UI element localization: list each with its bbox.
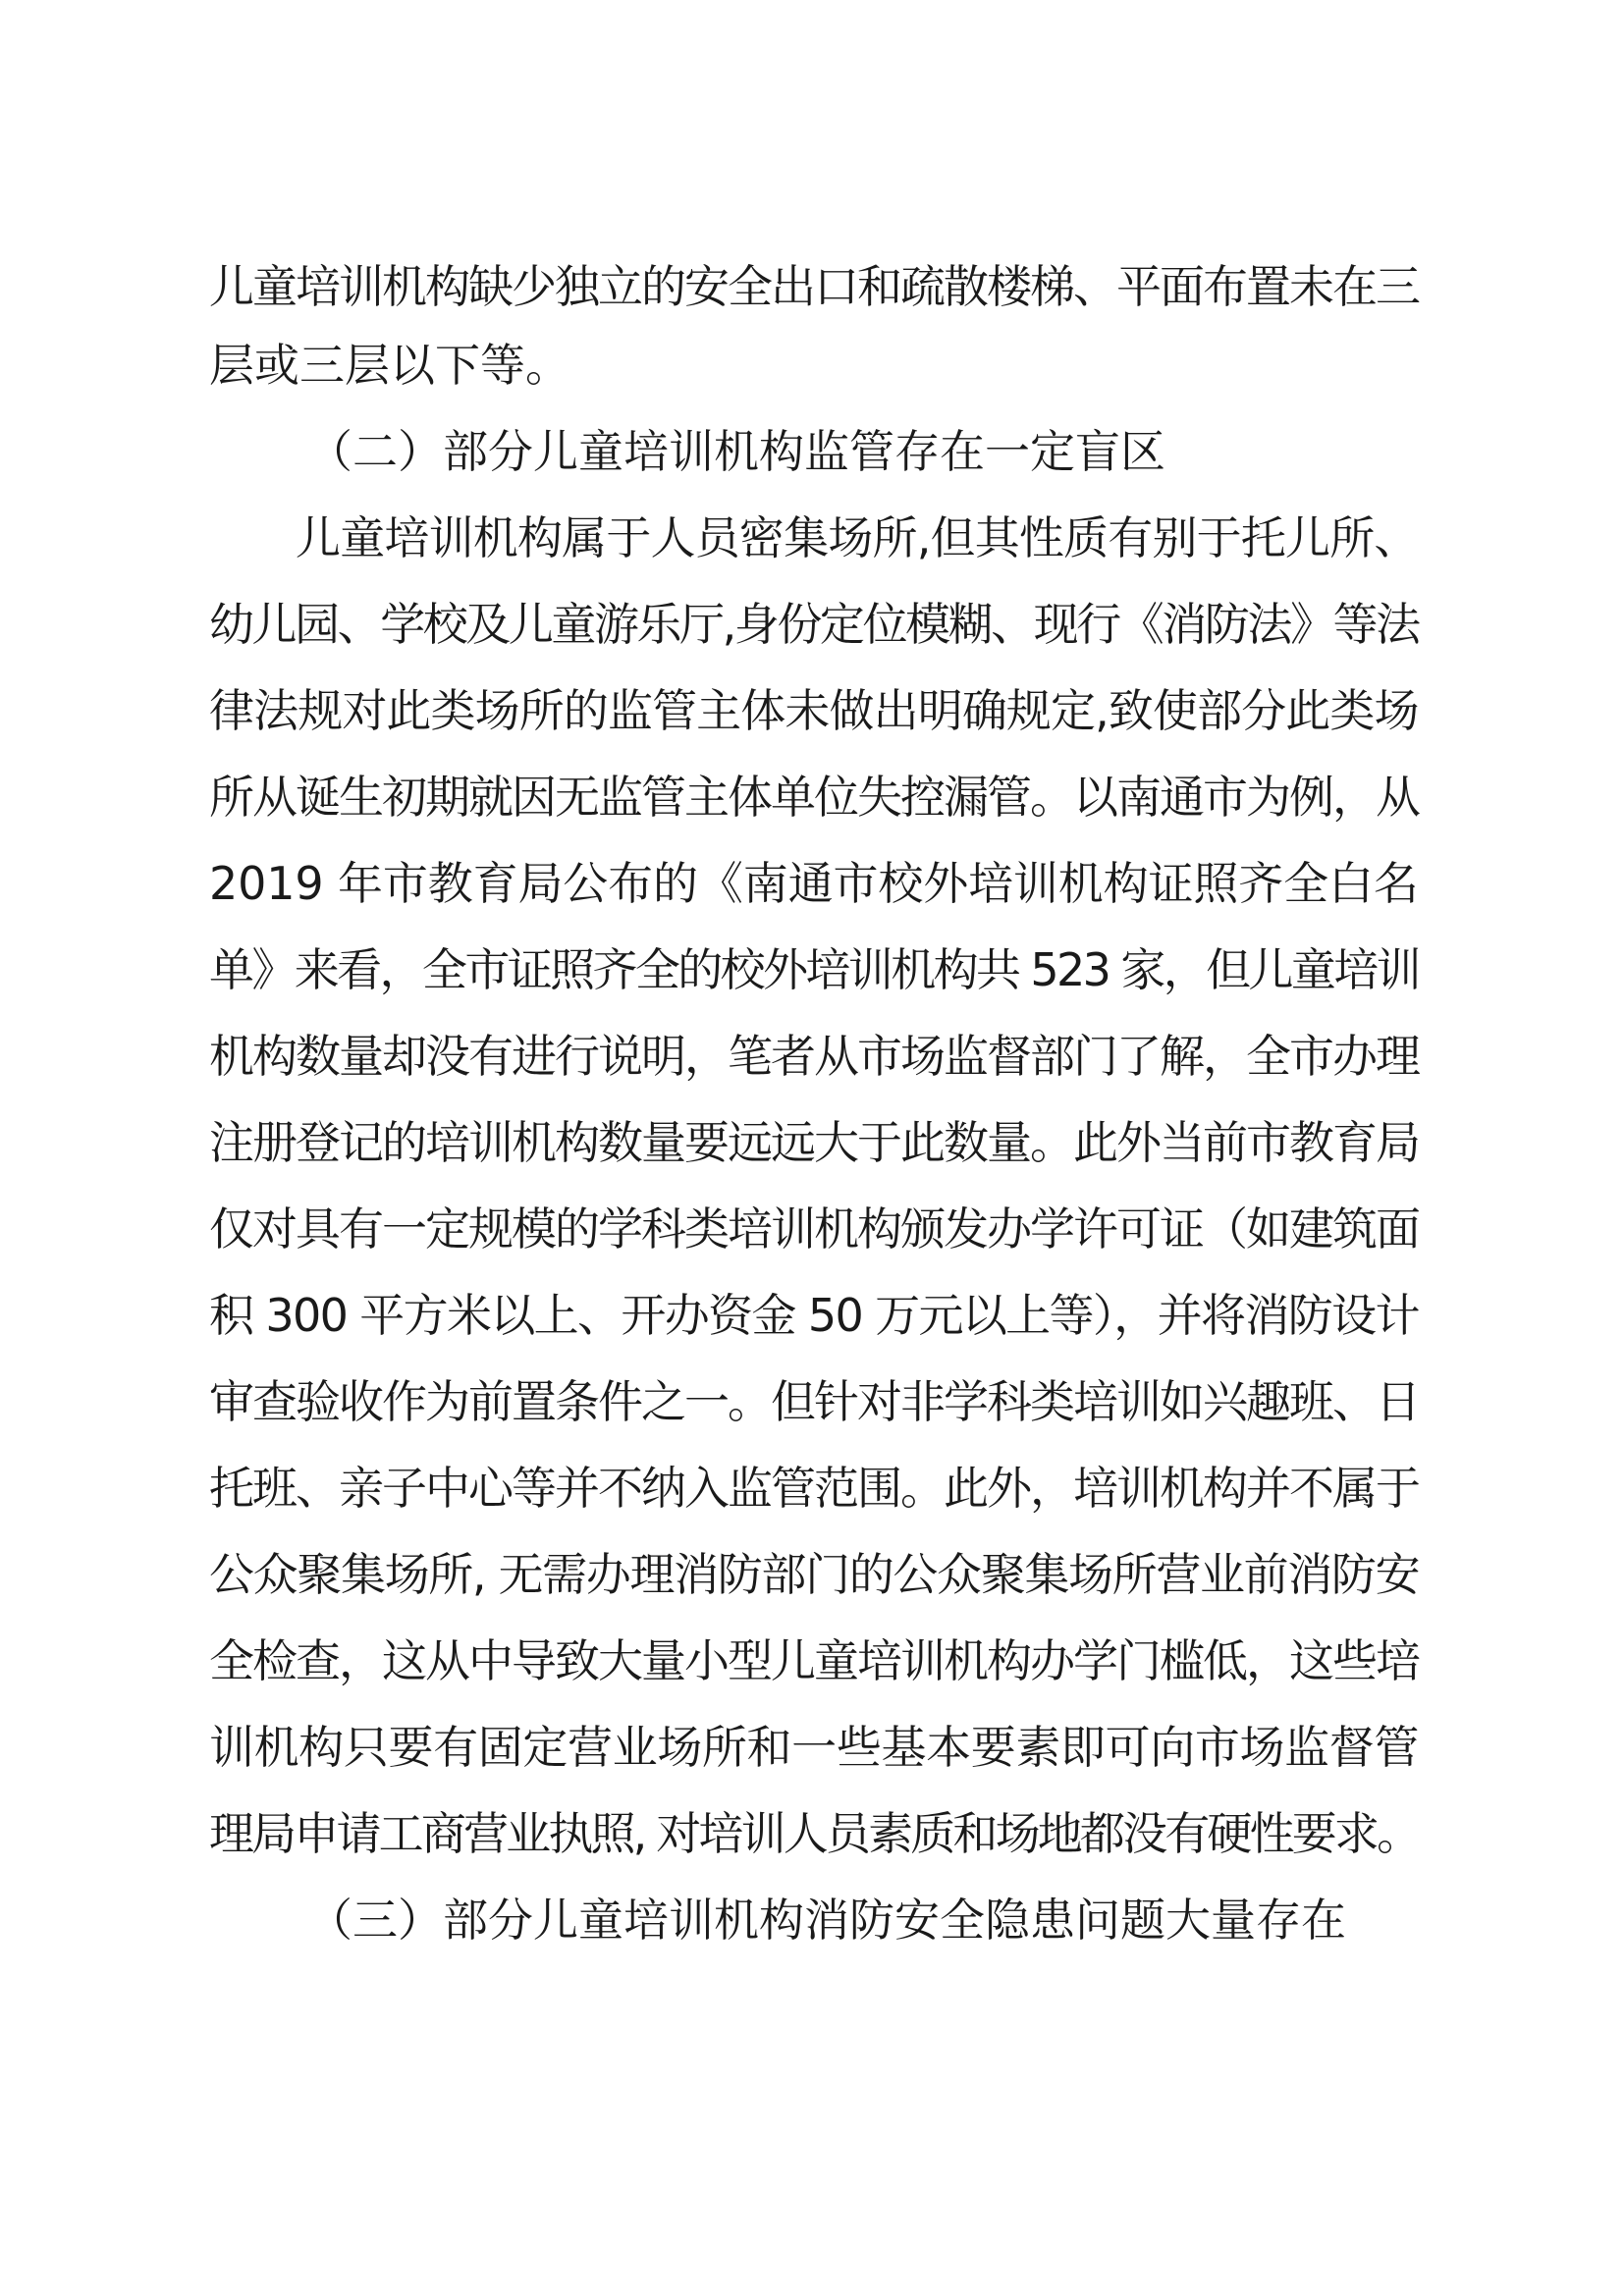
paragraph-line-7: 机构数量却没有进行说明，笔者从市场监督部门了解，全市办理 [209,1030,1419,1083]
paragraph-line-16: 理局申请工商营业执照, 对培训人员素质和场地都没有硬性要求。 [209,1807,1420,1860]
paragraph-line-10: 积 300 平方米以上、开办资金 50 万元以上等），并将消防设计 [209,1289,1419,1342]
paragraph-line-13: 公众聚集场所, 无需办理消防部门的公众聚集场所营业前消防安 [209,1548,1420,1601]
section-heading-2: （二）部分儿童培训机构监管存在一定盲区 [307,425,1165,478]
paragraph-line-8: 注册登记的培训机构数量要远远大于此数量。此外当前市教育局 [209,1116,1419,1169]
paragraph-line-2: 幼儿园、学校及儿童游乐厅,身份定位模糊、现行《消防法》等法 [209,598,1419,651]
paragraph-line-1: 儿童培训机构属于人员密集场所,但其性质有别于托儿所、 [296,511,1419,564]
paragraph-line-15: 训机构只要有固定营业场所和一些基本要素即可向市场监督管 [209,1721,1420,1774]
paragraph-line-3: 律法规对此类场所的监管主体未做出明确规定,致使部分此类场 [209,684,1419,737]
paragraph-line-14: 全检查，这从中导致大量小型儿童培训机构办学门槛低，这些培 [209,1634,1419,1687]
paragraph-line-11: 审查验收作为前置条件之一。但针对非学科类培训如兴趣班、日 [209,1375,1419,1428]
section-heading-3: （三）部分儿童培训机构消防安全隐患问题大量存在 [307,1894,1346,1947]
paragraph-continuation-line-2: 层或三层以下等。 [209,339,570,392]
paragraph-line-12: 托班、亲子中心等并不纳入监管范围。此外，培训机构并不属于 [209,1462,1419,1515]
paragraph-line-5: 2019 年市教育局公布的《南通市校外培训机构证照齐全白名 [209,857,1419,910]
paragraph-continuation-line-1: 儿童培训机构缺少独立的安全出口和疏散楼梯、平面布置未在三 [209,260,1419,313]
paragraph-line-4: 所从诞生初期就因无监管主体单位失控漏管。以南通市为例，从 [209,771,1419,824]
paragraph-line-6: 单》来看，全市证照齐全的校外培训机构共 523 家，但儿童培训 [209,943,1420,996]
paragraph-line-9: 仅对具有一定规模的学科类培训机构颁发办学许可证（如建筑面 [209,1202,1419,1255]
